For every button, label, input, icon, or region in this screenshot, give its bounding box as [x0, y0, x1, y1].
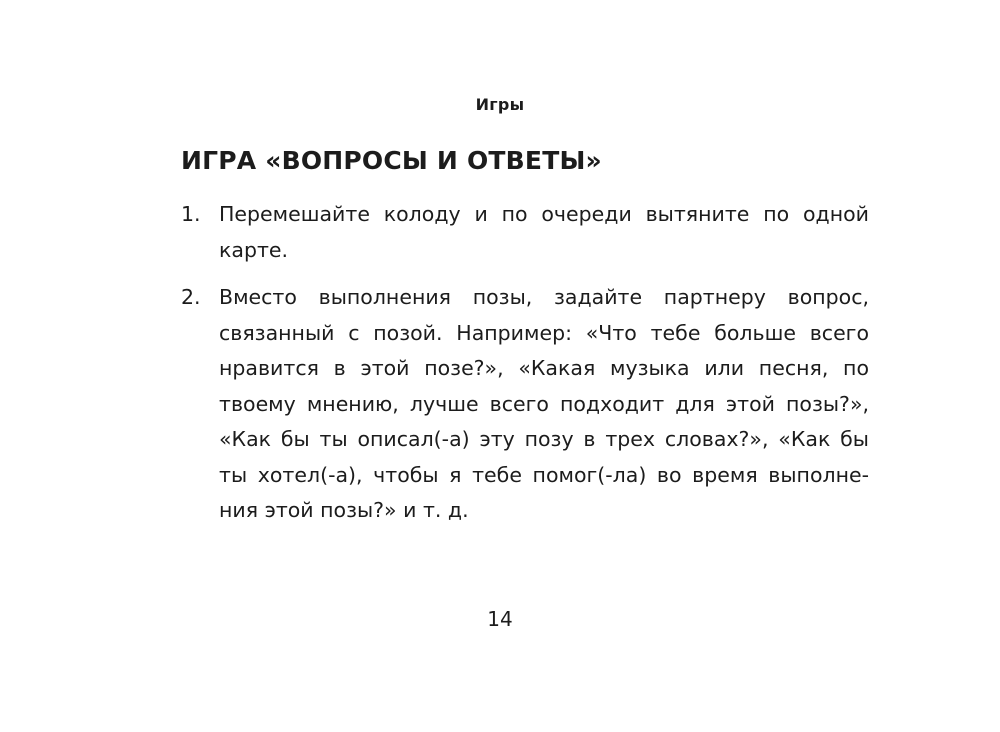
step-number: 1. [181, 202, 201, 226]
step-item-1 [181, 197, 869, 268]
step-number: 2. [181, 285, 201, 309]
step-item-2 [181, 280, 869, 529]
step-text-line: «Как бы ты описал(-а) эту позу в трех словах?», «Как бы [219, 427, 869, 451]
section-title: ИГРА «ВОПРОСЫ И ОТВЕТЫ» [181, 146, 602, 175]
step-text-line: ния этой позы?» и т. д. [219, 498, 469, 522]
steps-list [181, 197, 869, 541]
step-text-line: связанный с позой. Например: «Что тебе больше всего [219, 320, 869, 345]
running-header: Игры [475, 95, 525, 114]
step-text-line: нравится в этой позе?», «Какая музыка или песня, по [219, 356, 869, 380]
step-text-line: Перемешайте колоду и по очереди вытяните по одной [219, 202, 869, 226]
step-text-line: карте. [219, 237, 289, 262]
page-number: 14 [487, 607, 513, 631]
step-text-line: твоему мнению, лучше всего подходит для этой позы?», [219, 391, 869, 416]
step-text-line: Вместо выполнения позы, задайте партнеру вопрос, [219, 285, 869, 309]
step-text-line: ты хотел(-а), чтобы я тебе помог(-ла) во время выполне- [219, 462, 869, 487]
